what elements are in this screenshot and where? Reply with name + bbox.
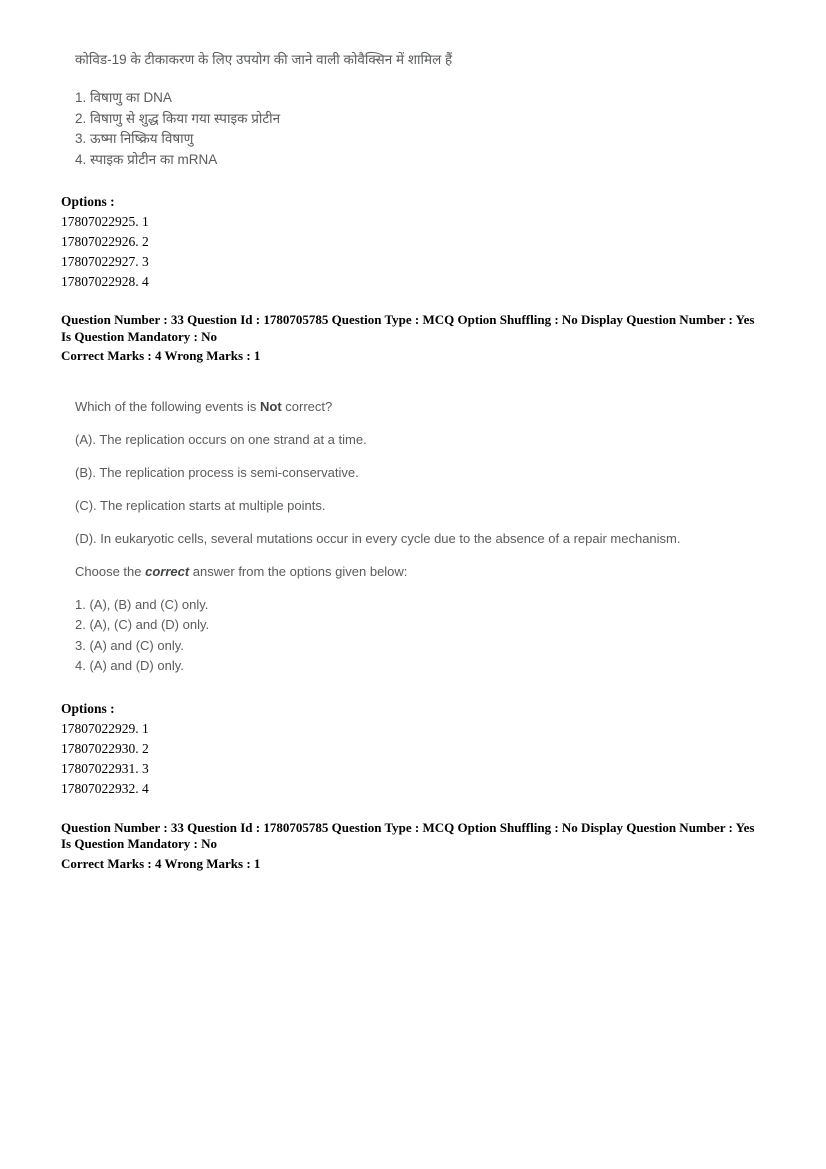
metadata-line-2: Is Question Mandatory : No	[61, 836, 218, 851]
options-heading: Options :	[61, 700, 115, 716]
hindi-option-3: 3. ऊष्मा निष्क्रिय विषाणु	[75, 131, 194, 146]
prompt-text-pre: Which of the following events is	[75, 398, 260, 414]
options-id-block-2	[61, 699, 786, 799]
option-id-row: 17807022927. 3	[61, 254, 149, 269]
statement-b: (B). The replication process is semi-conservative.	[75, 464, 359, 480]
english-answer-options	[61, 595, 786, 677]
english-question-block	[61, 397, 786, 677]
hindi-option-4: 4. स्पाइक प्रोटीन का mRNA	[75, 151, 218, 167]
choose-instruction	[75, 562, 786, 582]
choose-emphasis: correct	[145, 563, 190, 579]
option-id-row: 17807022930. 2	[61, 740, 149, 756]
metadata-line-1: Question Number : 33 Question Id : 1780705785 Question Type : MCQ Option Shuffling : No Display Question Number : Yes	[61, 819, 755, 835]
hindi-option-1: 1. विषाणु का DNA	[75, 90, 172, 105]
prompt-emphasis: Not	[259, 398, 282, 414]
question-metadata-1	[61, 312, 786, 365]
option-id-row: 17807022931. 3	[61, 760, 149, 776]
answer-option-3: 3. (A) and (C) only.	[75, 637, 184, 653]
hindi-option-2: 2. विषाणु से शुद्ध किया गया स्पाइक प्रोटीन	[75, 110, 281, 126]
option-id-row: 17807022932. 4	[61, 780, 149, 796]
answer-option-1: 1. (A), (B) and (C) only.	[75, 596, 209, 612]
answer-option-4: 4. (A) and (D) only.	[75, 658, 184, 673]
hindi-question-prompt: कोविड-19 के टीकाकरण के लिए उपयोग की जाने वाली कोवैक्सिन में शामिल हैं	[75, 52, 453, 67]
hindi-question-options	[61, 88, 786, 170]
metadata-line-2: Is Question Mandatory : No	[61, 328, 218, 344]
metadata-marks-line: Correct Marks : 4 Wrong Marks : 1	[61, 348, 261, 363]
statement-d: (D). In eukaryotic cells, several mutations occur in every cycle due to the absence of a repair mechanism.	[75, 530, 681, 546]
choose-text-post: answer from the options given below:	[189, 563, 408, 579]
statement-c: (C). The replication starts at multiple points.	[75, 497, 326, 513]
choose-text-pre: Choose the	[75, 563, 146, 579]
prompt-text-post: correct?	[281, 398, 333, 414]
answer-option-2: 2. (A), (C) and (D) only.	[75, 617, 210, 632]
question-metadata-2	[61, 820, 786, 873]
options-heading: Options :	[61, 194, 115, 209]
english-question-prompt	[75, 397, 786, 417]
metadata-line-1: Question Number : 33 Question Id : 1780705785 Question Type : MCQ Option Shuffling : No Display Question Number : Yes	[61, 312, 755, 327]
hindi-question-block	[61, 50, 786, 170]
option-id-row: 17807022929. 1	[61, 720, 149, 736]
option-id-row: 17807022926. 2	[61, 234, 149, 249]
statement-a: (A). The replication occurs on one strand at a time.	[75, 431, 367, 447]
option-id-row: 17807022925. 1	[61, 214, 149, 229]
metadata-marks-line: Correct Marks : 4 Wrong Marks : 1	[61, 855, 261, 871]
option-id-row: 17807022928. 4	[61, 274, 149, 289]
options-id-block-1	[61, 192, 786, 292]
